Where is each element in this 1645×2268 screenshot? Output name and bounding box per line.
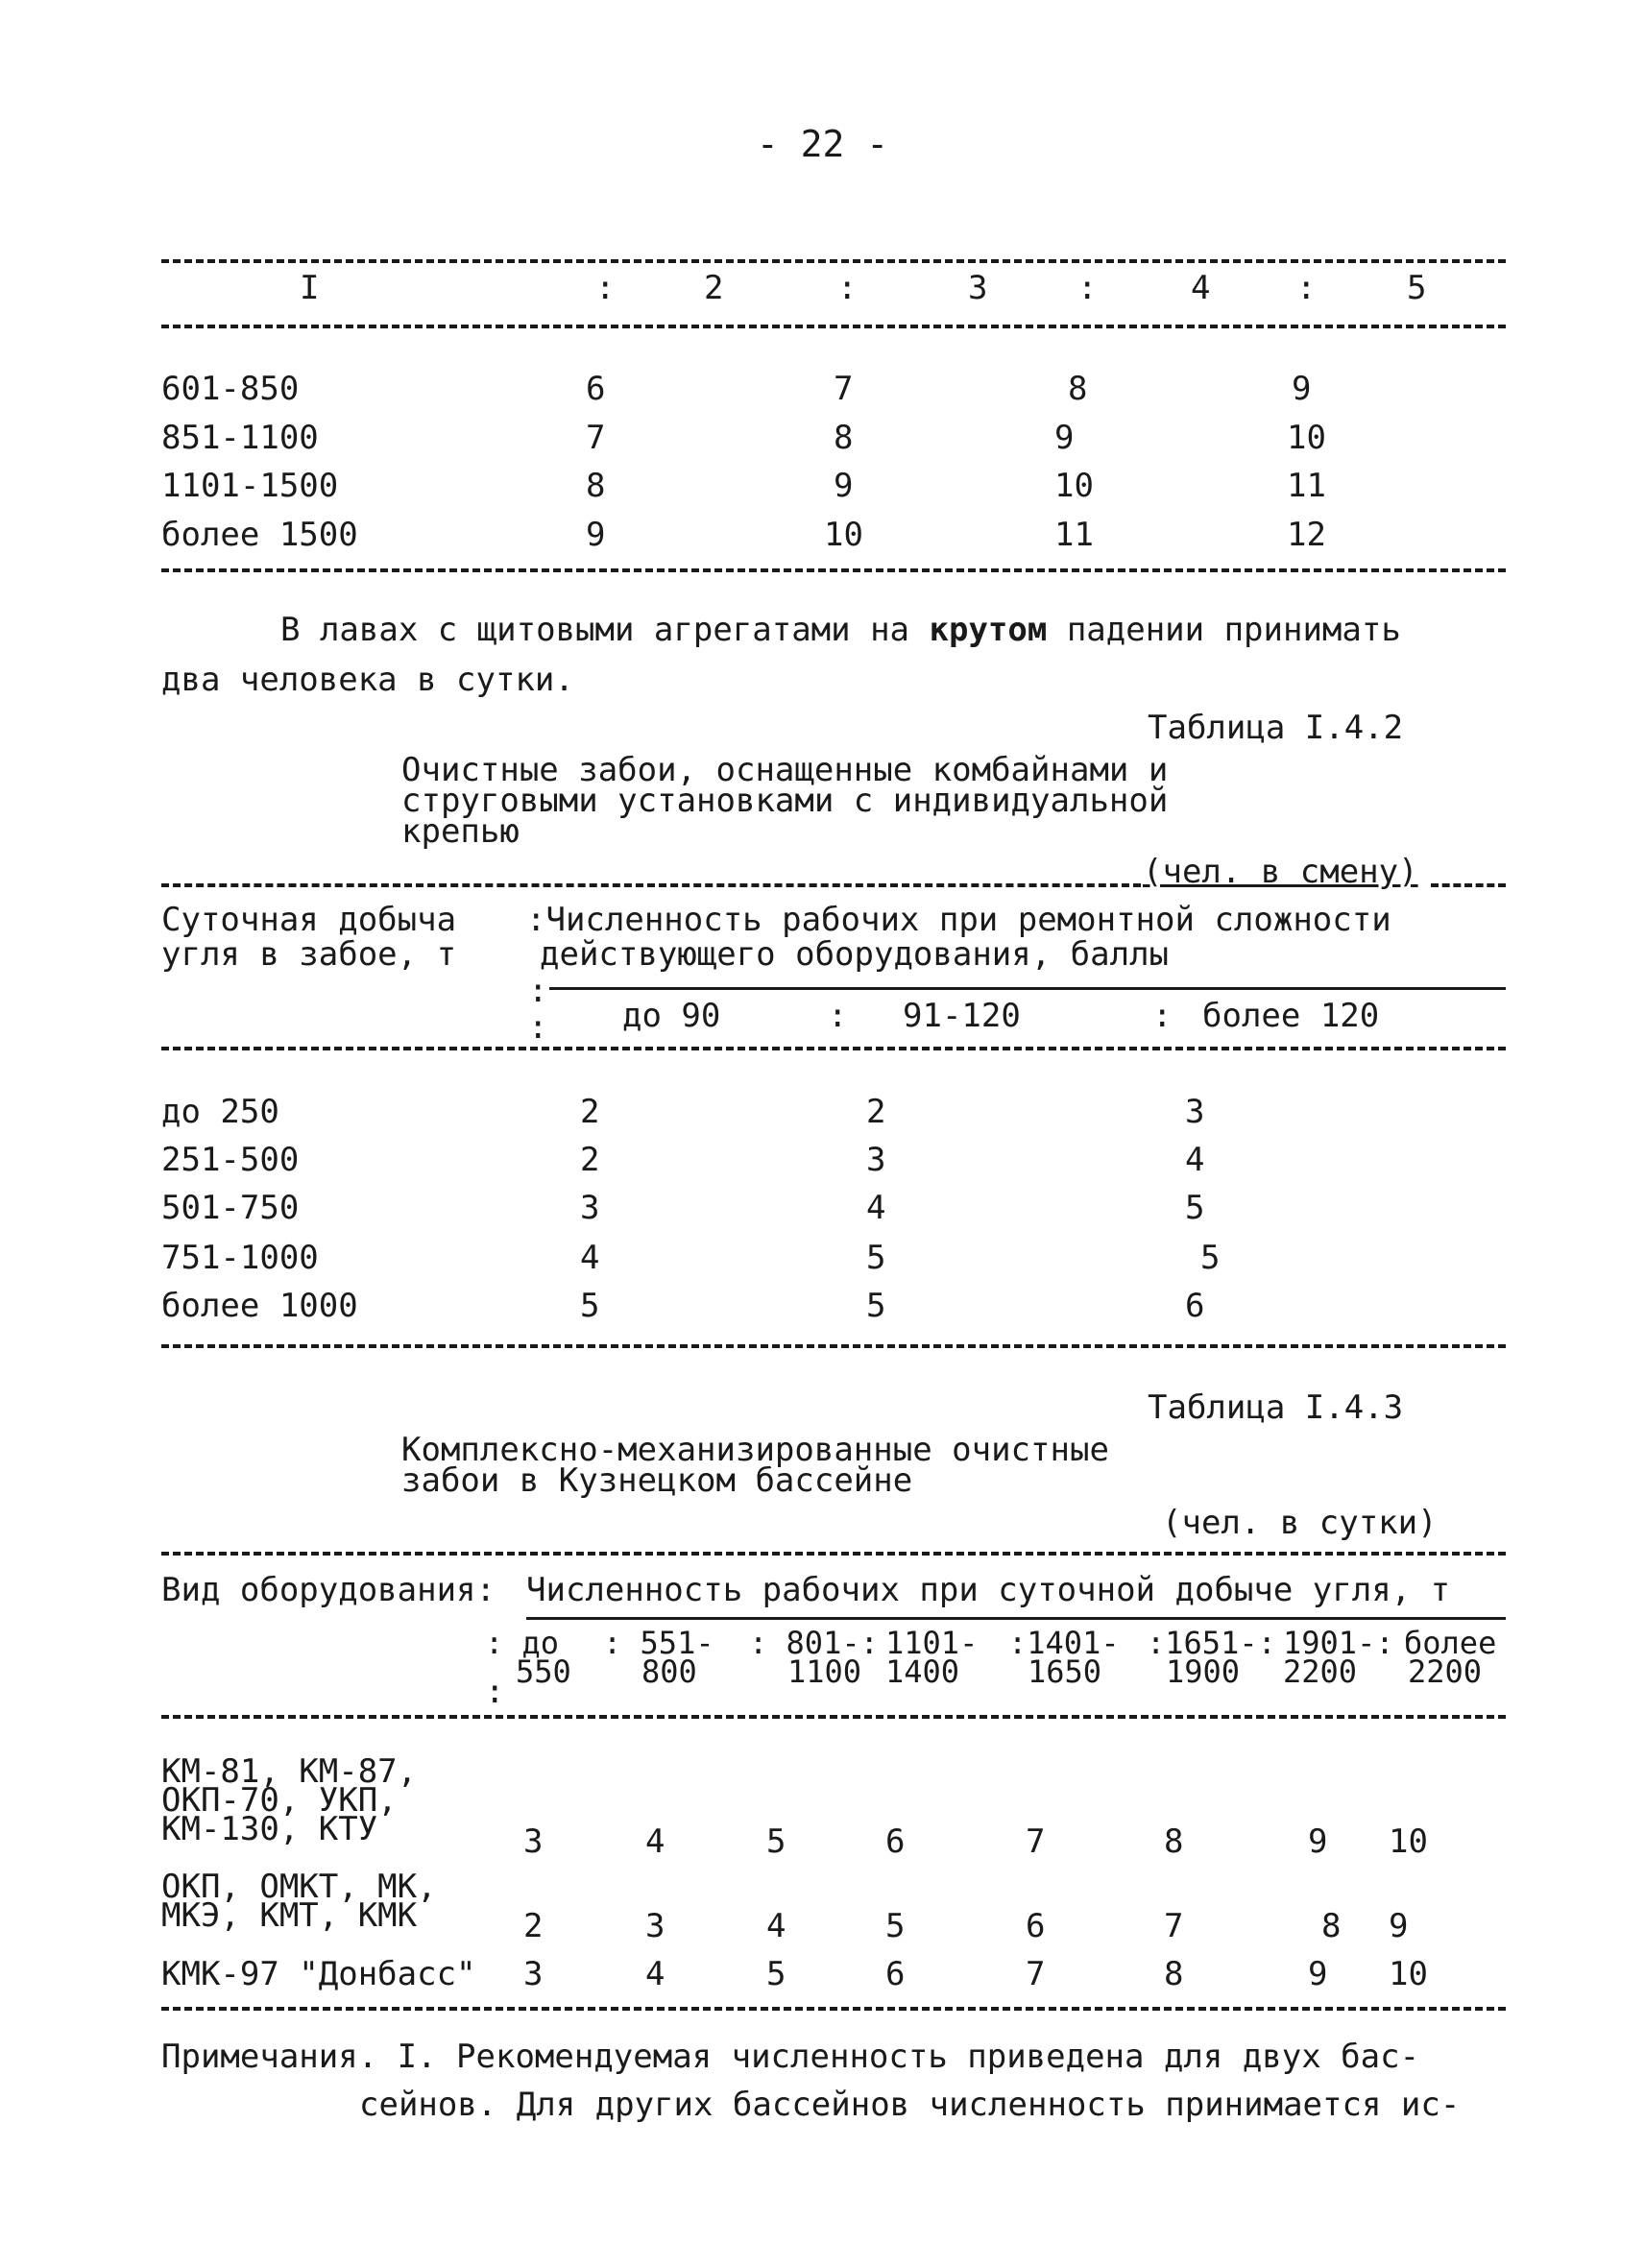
value-cell: 10 bbox=[1287, 419, 1326, 457]
equipment-name-line: ОКП, ОМКТ, МК, bbox=[161, 1868, 437, 1906]
equipment-name-line: ОКП-70, УКП, bbox=[161, 1781, 398, 1820]
column-header bbox=[1008, 1625, 1120, 1690]
paragraph-text: падении принимать bbox=[1047, 611, 1401, 649]
table-title-line: забои в Кузнецком бассейне bbox=[401, 1461, 913, 1500]
value-cell: 8 bbox=[586, 467, 606, 505]
range-cell: более 1000 bbox=[161, 1287, 358, 1325]
column-header-line: 1900 bbox=[1166, 1653, 1241, 1690]
column-separator: : bbox=[828, 997, 848, 1035]
value-cell: 10 bbox=[824, 516, 863, 554]
column-header bbox=[885, 1625, 979, 1690]
column-separator: : bbox=[1296, 269, 1317, 307]
value-cell: 7 bbox=[1026, 1955, 1046, 1993]
paragraph-text: В лавах с щитовыми агрегатами на bbox=[280, 611, 930, 649]
column-header-line: 1400 bbox=[885, 1653, 960, 1690]
value-cell: 9 bbox=[1054, 419, 1075, 457]
column-separator: : bbox=[528, 1008, 548, 1047]
value-cell: 4 bbox=[645, 1822, 665, 1861]
column-separator: : bbox=[837, 269, 858, 307]
table-rule bbox=[161, 568, 1506, 572]
table-label: Таблица I.4.3 bbox=[1148, 1388, 1404, 1427]
column-header bbox=[1147, 1625, 1276, 1690]
value-cell: 9 bbox=[1308, 1955, 1328, 1993]
value-cell: 4 bbox=[766, 1907, 786, 1945]
equipment-name-line: КМ-130, КТУ bbox=[161, 1810, 378, 1848]
value-cell: 5 bbox=[885, 1907, 906, 1945]
page-number: - 22 - bbox=[756, 123, 889, 165]
value-cell: 2 bbox=[580, 1093, 600, 1131]
column-header-line: 1650 bbox=[1028, 1653, 1102, 1690]
value-cell: 6 bbox=[1185, 1287, 1205, 1325]
value-cell: 5 bbox=[1185, 1189, 1205, 1227]
table-rule bbox=[161, 1047, 1506, 1050]
range-cell: 501-750 bbox=[161, 1189, 300, 1227]
value-cell: 5 bbox=[866, 1287, 886, 1325]
value-cell: 7 bbox=[586, 419, 606, 457]
table-rule bbox=[161, 2007, 1506, 2011]
table-unit: (чел. в смену) bbox=[1143, 853, 1418, 891]
value-cell: 8 bbox=[1164, 1955, 1184, 1993]
value-cell: 6 bbox=[1026, 1907, 1046, 1945]
value-cell: 5 bbox=[580, 1287, 600, 1325]
value-cell: 5 bbox=[1200, 1239, 1221, 1277]
value-cell: 9 bbox=[1308, 1822, 1328, 1861]
equipment-name bbox=[161, 1868, 437, 1935]
table-rule bbox=[1431, 883, 1506, 887]
header-divider bbox=[549, 987, 1506, 990]
table-title bbox=[401, 751, 1169, 851]
column-header: более 120 bbox=[1202, 997, 1380, 1035]
value-cell: 9 bbox=[1292, 370, 1312, 408]
column-separator: : bbox=[1077, 269, 1098, 307]
value-cell: 11 bbox=[1287, 467, 1326, 505]
value-cell: 7 bbox=[1026, 1822, 1046, 1861]
span-header-line: :Численность рабочих при ремонтной сложности bbox=[526, 901, 1391, 939]
value-cell: 8 bbox=[834, 419, 854, 457]
table-rule bbox=[161, 1552, 1506, 1556]
column-header: до 90 bbox=[622, 997, 721, 1035]
column-header: I bbox=[300, 269, 320, 307]
column-header-line: 2200 bbox=[1283, 1653, 1358, 1690]
equipment-name-line: КМ-81, КМ-87, bbox=[161, 1752, 418, 1791]
stub-header-line: угля в забое, т bbox=[161, 935, 457, 974]
column-header bbox=[1404, 1625, 1497, 1690]
table-title-line: крепью bbox=[401, 812, 520, 851]
value-cell: 11 bbox=[1054, 516, 1094, 554]
paragraph-line bbox=[280, 611, 1401, 649]
column-header-line: :1401- bbox=[1008, 1625, 1120, 1661]
table-unit: (чел. в сутки) bbox=[1162, 1504, 1438, 1542]
table-title-line: Очистные забои, оснащенные комбайнами и bbox=[401, 751, 1169, 789]
table-rule bbox=[161, 1715, 1506, 1719]
stub-header bbox=[161, 903, 456, 972]
value-cell: 8 bbox=[1068, 370, 1088, 408]
column-header bbox=[1283, 1625, 1394, 1690]
value-cell: 2 bbox=[580, 1141, 600, 1179]
notes-line: сейнов. Для других бассейнов численность принимается ис- bbox=[359, 2086, 1461, 2124]
table-rule bbox=[161, 259, 1506, 263]
value-cell: 2 bbox=[523, 1907, 544, 1945]
column-header-line: более bbox=[1404, 1625, 1497, 1661]
column-header bbox=[603, 1625, 714, 1690]
span-header: Численность рабочих при суточной добыче угля, т bbox=[526, 1571, 1451, 1609]
value-cell: 10 bbox=[1054, 467, 1094, 505]
value-cell: 4 bbox=[1185, 1141, 1205, 1179]
range-cell: более 1500 bbox=[161, 516, 358, 554]
range-cell: 1101-1500 bbox=[161, 467, 339, 505]
table-label: Таблица I.4.2 bbox=[1148, 709, 1404, 747]
paragraph-line: два человека в сутки. bbox=[161, 661, 574, 699]
column-separator: : bbox=[485, 1673, 505, 1711]
header-divider bbox=[526, 1617, 1506, 1620]
range-cell: 601-850 bbox=[161, 370, 300, 408]
column-header-line: : 551- bbox=[603, 1625, 714, 1661]
value-cell: 7 bbox=[1164, 1907, 1184, 1945]
column-header-line: 550 bbox=[516, 1653, 571, 1690]
column-header bbox=[749, 1625, 879, 1690]
table-rule bbox=[161, 1344, 1506, 1348]
value-cell: 9 bbox=[586, 516, 606, 554]
column-header-line: 1901-: bbox=[1283, 1625, 1394, 1661]
table-title-line: струговыми установками с индивидуальной bbox=[401, 782, 1169, 820]
span-header bbox=[526, 903, 1391, 972]
value-cell: 4 bbox=[645, 1955, 665, 1993]
value-cell: 4 bbox=[580, 1239, 600, 1277]
value-cell: 5 bbox=[766, 1822, 786, 1861]
value-cell: 3 bbox=[523, 1822, 544, 1861]
column-header-line: 1101- bbox=[885, 1625, 979, 1661]
column-header: 4 bbox=[1191, 269, 1211, 307]
column-header-line: 800 bbox=[641, 1653, 697, 1690]
stub-header: Вид оборудования: bbox=[161, 1571, 496, 1609]
column-separator: : bbox=[595, 269, 616, 307]
value-cell: 8 bbox=[1164, 1822, 1184, 1861]
value-cell: 3 bbox=[580, 1189, 600, 1227]
value-cell: 6 bbox=[885, 1955, 906, 1993]
value-cell: 5 bbox=[866, 1239, 886, 1277]
value-cell: 9 bbox=[834, 467, 854, 505]
table-title-line: Комплексно-механизированные очистные bbox=[401, 1431, 1109, 1469]
column-separator: : bbox=[528, 972, 548, 1010]
value-cell: 6 bbox=[586, 370, 606, 408]
table-title bbox=[401, 1431, 1109, 1500]
value-cell: 12 bbox=[1287, 516, 1326, 554]
column-header: 2 bbox=[704, 269, 724, 307]
value-cell: 6 bbox=[885, 1822, 906, 1861]
value-cell: 2 bbox=[866, 1093, 886, 1131]
range-cell: до 250 bbox=[161, 1093, 279, 1131]
value-cell: 4 bbox=[866, 1189, 886, 1227]
range-cell: 251-500 bbox=[161, 1141, 300, 1179]
column-header: 3 bbox=[968, 269, 988, 307]
value-cell: 7 bbox=[834, 370, 854, 408]
value-cell: 3 bbox=[1185, 1093, 1205, 1131]
table-rule bbox=[161, 883, 1141, 887]
column-header-line: : 801-: bbox=[749, 1625, 879, 1661]
column-header-line: : до bbox=[485, 1625, 560, 1661]
value-cell: 8 bbox=[1321, 1907, 1342, 1945]
value-cell: 3 bbox=[645, 1907, 665, 1945]
column-header: 5 bbox=[1407, 269, 1427, 307]
range-cell: 851-1100 bbox=[161, 419, 319, 457]
value-cell: 10 bbox=[1389, 1955, 1428, 1993]
value-cell: 5 bbox=[766, 1955, 786, 1993]
value-cell: 10 bbox=[1389, 1822, 1428, 1861]
equipment-name bbox=[161, 1752, 418, 1848]
paragraph-emphasis: крутом bbox=[929, 611, 1048, 649]
column-header-line: 1100 bbox=[787, 1653, 862, 1690]
equipment-name: КМК-97 "Донбасс" bbox=[161, 1955, 476, 1993]
notes-line: Примечания. I. Рекомендуемая численность приведена для двух бас- bbox=[161, 2038, 1420, 2076]
column-header-line: :1651-: bbox=[1147, 1625, 1276, 1661]
value-cell: 3 bbox=[866, 1141, 886, 1179]
value-cell: 9 bbox=[1389, 1907, 1409, 1945]
equipment-name-line: МКЭ, КМТ, КМК bbox=[161, 1896, 418, 1935]
table-rule bbox=[161, 325, 1506, 328]
column-header: 91-120 bbox=[903, 997, 1021, 1035]
column-header-line: 2200 bbox=[1408, 1653, 1483, 1690]
range-cell: 751-1000 bbox=[161, 1239, 319, 1277]
stub-header-line: Суточная добыча bbox=[161, 901, 457, 939]
value-cell: 3 bbox=[523, 1955, 544, 1993]
column-separator: : bbox=[1152, 997, 1173, 1035]
span-header-line: действующего оборудования, баллы bbox=[540, 935, 1170, 974]
